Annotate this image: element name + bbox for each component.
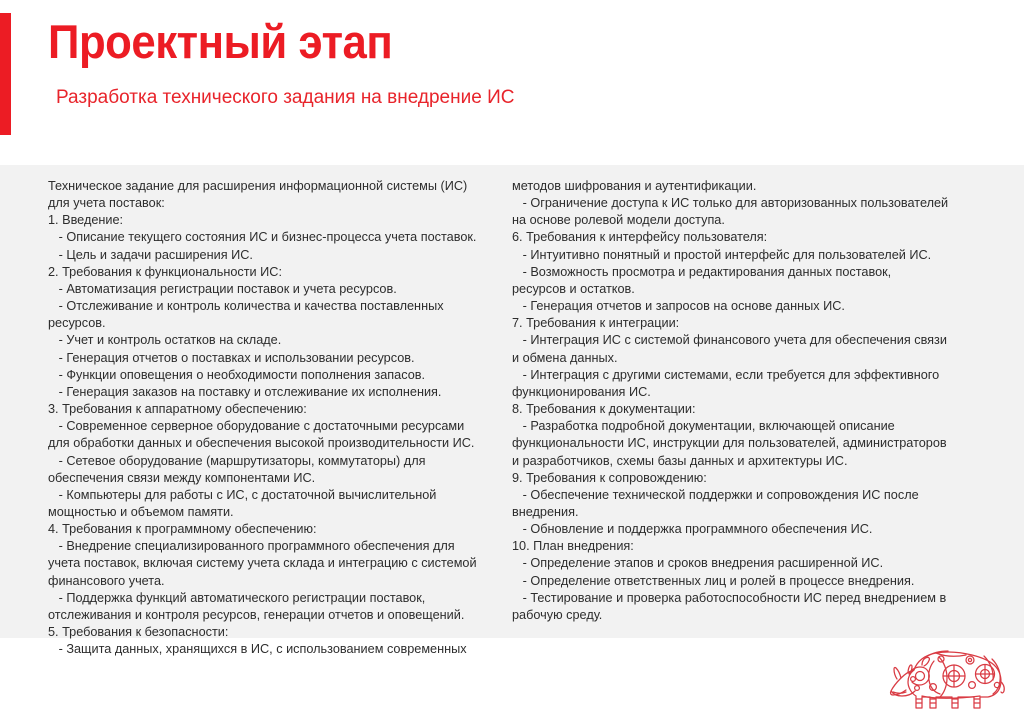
text-line: - Возможность просмотра и редактирования данных поставок, <box>512 264 892 279</box>
text-line: - Автоматизация регистрации поставок и учета ресурсов. <box>48 281 397 296</box>
two-column-body <box>0 165 1024 657</box>
text-line: - Учет и контроль остатков на складе. <box>48 333 282 348</box>
text-line: - Определение ответственных лиц и ролей в процессе внедрения. <box>512 573 915 588</box>
text-line: 10. План внедрения: <box>512 539 634 554</box>
text-line: для обработки данных и обеспечения высокой производительности ИС. <box>48 436 475 451</box>
slide-header <box>0 0 1024 165</box>
text-line: - Сетевое оборудование (маршрутизаторы, коммутаторы) для <box>48 453 426 468</box>
text-line: ресурсов. <box>48 316 106 331</box>
text-line: внедрения. <box>512 504 579 519</box>
text-line: - Обновление и поддержка программного обеспечения ИС. <box>512 522 873 537</box>
text-line: рабочую среду. <box>512 607 603 622</box>
text-line: - Цель и задачи расширения ИС. <box>48 247 253 262</box>
accent-bar <box>0 13 11 135</box>
text-line: - Поддержка функций автоматического регистрации поставок, <box>48 590 426 605</box>
text-line: - Ограничение доступа к ИС только для авторизованных пользователей <box>512 196 949 211</box>
text-line: - Генерация отчетов о поставках и использовании ресурсов. <box>48 350 415 365</box>
text-line: 6. Требования к интерфейсу пользователя: <box>512 230 768 245</box>
content-panel <box>0 165 1024 657</box>
text-line: - Интеграция ИС с системой финансового учета для обеспечения связи <box>512 333 947 348</box>
text-line: - Определение этапов и сроков внедрения расширенной ИС. <box>512 556 884 571</box>
text-line: 3. Требования к аппаратному обеспечению: <box>48 402 307 417</box>
text-line: мощностью и объемом памяти. <box>48 504 234 519</box>
page-subtitle: Разработка технического задания на внедрение ИС <box>56 87 515 108</box>
text-line: обеспечения связи между компонентами ИС. <box>48 470 316 485</box>
text-line: - Генерация заказов на поставку и отслеживание их исполнения. <box>48 384 442 399</box>
left-text-column <box>0 165 512 658</box>
text-line: - Обеспечение технической поддержки и сопровождения ИС после <box>512 487 919 502</box>
text-line: Техническое задание для расширения информационной системы (ИС) <box>48 179 468 193</box>
text-line: для учета поставок: <box>48 196 165 211</box>
text-line: учета поставок, включая систему учета склада и интеграцию с системой <box>48 556 477 571</box>
text-line: 4. Требования к программному обеспечению: <box>48 522 317 537</box>
rhinoceros-logo <box>884 641 1012 715</box>
text-line: - Функции оповещения о необходимости пополнения запасов. <box>48 367 426 382</box>
text-line: - Внедрение специализированного программного обеспечения для <box>48 539 455 554</box>
text-line: функционирования ИС. <box>512 384 651 399</box>
text-line: 8. Требования к документации: <box>512 402 696 417</box>
text-line: - Защита данных, хранящихся в ИС, с использованием современных <box>48 642 467 657</box>
text-line: финансового учета. <box>48 573 165 588</box>
right-text-column <box>512 165 1024 624</box>
text-line: ресурсов и остатков. <box>512 281 635 296</box>
text-line: - Разработка подробной документации, включающей описание <box>512 419 895 434</box>
text-line: 5. Требования к безопасности: <box>48 625 229 640</box>
text-line: 1. Введение: <box>48 213 124 228</box>
text-line: - Современное серверное оборудование с достаточными ресурсами <box>48 419 465 434</box>
text-line: - Интуитивно понятный и простой интерфейс для пользователей ИС. <box>512 247 932 262</box>
text-line: и обмена данных. <box>512 350 618 365</box>
text-line: методов шифрования и аутентификации. <box>512 179 757 193</box>
page-title: Проектный этап <box>48 15 393 68</box>
text-line: - Отслеживание и контроль количества и качества поставленных <box>48 299 444 314</box>
text-line: и разработчиков, схемы базы данных и архитектуры ИС. <box>512 453 848 468</box>
text-line: 7. Требования к интеграции: <box>512 316 680 331</box>
text-line: - Генерация отчетов и запросов на основе данных ИС. <box>512 299 845 314</box>
text-line: на основе ролевой модели доступа. <box>512 213 725 228</box>
text-line: функциональности ИС, инструкции для пользователей, администраторов <box>512 436 947 451</box>
text-line: 9. Требования к сопровождению: <box>512 470 707 485</box>
text-line: 2. Требования к функциональности ИС: <box>48 264 282 279</box>
text-line: отслеживания и контроля ресурсов, генерации отчетов и оповещений. <box>48 607 465 622</box>
text-line: - Компьютеры для работы с ИС, с достаточной вычислительной <box>48 487 437 502</box>
text-line: - Тестирование и проверка работоспособности ИС перед внедрением в <box>512 590 947 605</box>
text-line: - Описание текущего состояния ИС и бизнес-процесса учета поставок. <box>48 230 477 245</box>
text-line: - Интеграция с другими системами, если требуется для эффективного <box>512 367 940 382</box>
